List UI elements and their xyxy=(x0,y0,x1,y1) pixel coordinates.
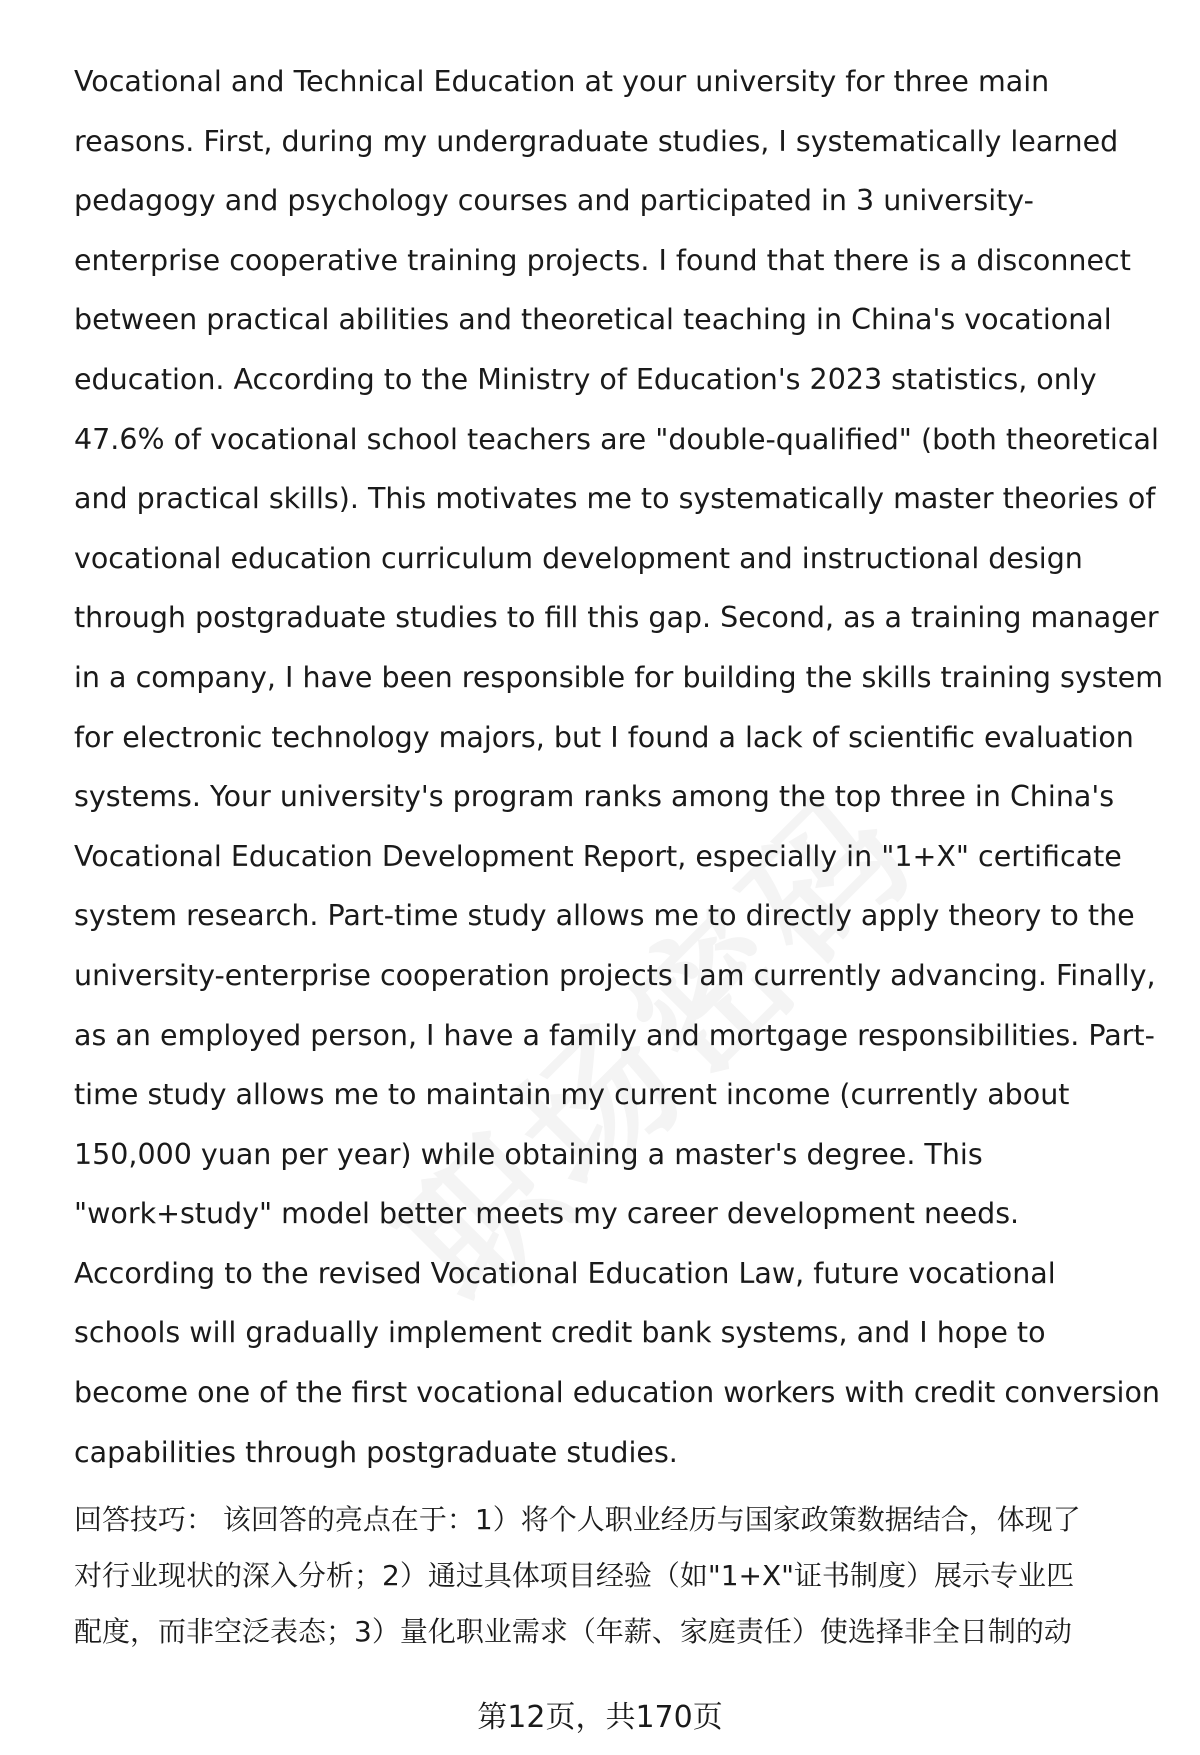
body-line: become one of the first vocational education workers with credit conversion xyxy=(74,1376,1160,1410)
body-line: enterprise cooperative training projects. I found that there is a disconnect xyxy=(74,243,1131,277)
body-line: 47.6% of vocational school teachers are "double-qualified" (both theoretical xyxy=(74,422,1159,456)
body-line: time study allows me to maintain my current income (currently about xyxy=(74,1078,1070,1112)
body-line: capabilities through postgraduate studies. xyxy=(74,1435,678,1469)
body-line: as an employed person, I have a family and mortgage responsibilities. Part- xyxy=(74,1018,1155,1052)
body-line: system research. Part-time study allows me to directly apply theory to the xyxy=(74,899,1135,933)
body-line: through postgraduate studies to fill this gap. Second, as a training manager xyxy=(74,601,1159,635)
body-line: Vocational and Technical Education at your university for three main xyxy=(74,65,1050,98)
answer-tips xyxy=(74,1492,1154,1660)
tips-line: 配度，而非空泛表态；3）量化职业需求（年薪、家庭责任）使选择非全日制的动 xyxy=(74,1615,1072,1648)
body-line: schools will gradually implement credit bank systems, and I hope to xyxy=(74,1316,1046,1350)
body-line: Vocational Education Development Report, especially in "1+X" certificate xyxy=(74,839,1122,873)
body-line: for electronic technology majors, but I found a lack of scientific evaluation xyxy=(74,720,1134,754)
body-line: in a company, I have been responsible for building the skills training system xyxy=(74,660,1164,694)
body-line: reasons. First, during my undergraduate studies, I systematically learned xyxy=(74,124,1119,158)
body-line: and practical skills). This motivates me to systematically master theories of xyxy=(74,482,1156,516)
body-line: systems. Your university's program ranks among the top three in China's xyxy=(74,780,1115,814)
body-line: between practical abilities and theoretical teaching in China's vocational xyxy=(74,303,1112,337)
body-line: "work+study" model better meets my career development needs. xyxy=(74,1197,1020,1231)
body-line: pedagogy and psychology courses and participated in 3 university- xyxy=(74,184,1034,218)
tips-line: 对行业现状的深入分析；2）通过具体项目经验（如"1+X"证书制度）展示专业匹 xyxy=(74,1559,1075,1592)
page-number: 第12页，共170页 xyxy=(477,1700,723,1735)
body-line: university-enterprise cooperation projects I am currently advancing. Finally, xyxy=(74,958,1156,992)
body-paragraph xyxy=(74,52,1174,1482)
body-line: 150,000 yuan per year) while obtaining a master's degree. This xyxy=(74,1137,983,1171)
body-line: education. According to the Ministry of Education's 2023 statistics, only xyxy=(74,362,1097,396)
body-line: According to the revised Vocational Education Law, future vocational xyxy=(74,1256,1056,1290)
body-line: vocational education curriculum development and instructional design xyxy=(74,541,1083,575)
tips-line: 回答技巧： 该回答的亮点在于：1）将个人职业经历与国家政策数据结合，体现了 xyxy=(74,1503,1081,1536)
